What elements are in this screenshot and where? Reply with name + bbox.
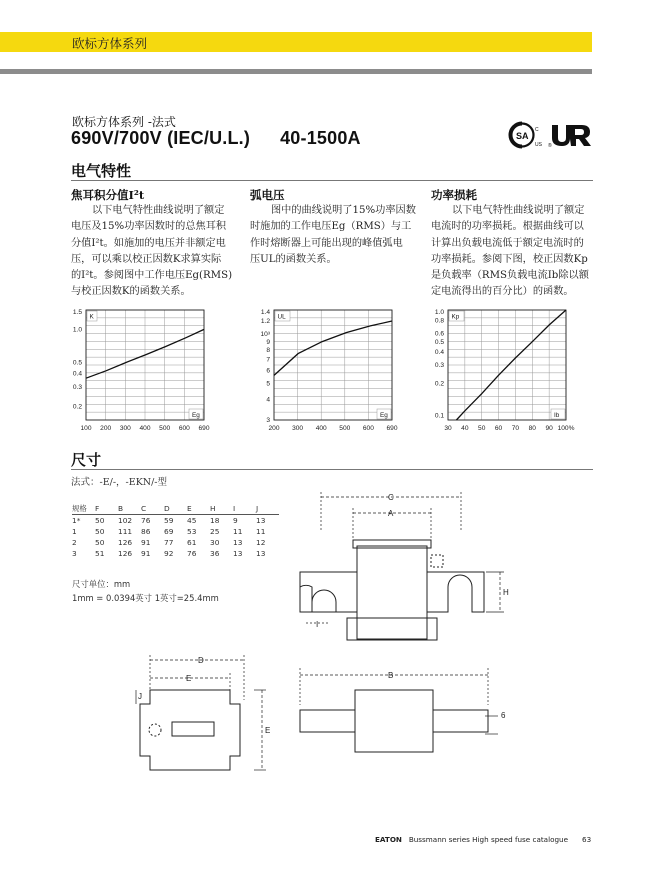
table-header-cell: D (164, 503, 187, 515)
footer-catalogue (375, 835, 568, 844)
para-arc-voltage (250, 203, 420, 268)
table-cell: 18 (210, 516, 220, 525)
y-tick-label: 10³ (260, 331, 270, 339)
table-cell: 12 (256, 538, 266, 547)
x-tick-label: 90 (545, 425, 553, 432)
y-tick-label: 0.6 (434, 330, 444, 338)
unit-note: 尺寸单位：mm (72, 579, 131, 589)
chart-arc-voltage (245, 300, 415, 435)
page-number: 63 (582, 835, 592, 844)
table-cell: 61 (187, 538, 197, 547)
x-tick-label: 60 (494, 425, 503, 432)
table-cell: 11 (256, 527, 266, 536)
chart-power-loss (420, 300, 595, 435)
table-cell: 92 (164, 549, 174, 558)
dim-label-b: B (388, 671, 394, 680)
table-cell: 59 (164, 516, 174, 525)
table-cell: 50 (95, 538, 105, 547)
y-tick-label: 0.4 (72, 370, 82, 378)
y-tick-label: 5 (266, 380, 270, 388)
svg-text:US: US (535, 142, 542, 148)
y-tick-label: 0.2 (72, 403, 82, 411)
table-cell: 13 (256, 516, 266, 525)
table-cell: 126 (118, 549, 133, 558)
para-line: 分值I²t。如施加的电压并非额定电 (71, 237, 226, 249)
y-tick-label: 1.0 (72, 326, 82, 334)
style-line: 法式：-E/-，-EKN/-型 (71, 477, 168, 488)
contact-tag-left-slot (300, 572, 357, 612)
para-line: 图中的曲线说明了15%功率因数 (271, 205, 416, 216)
x-tick-label: 400 (139, 425, 151, 432)
table-cell: 9 (233, 516, 238, 525)
y-tick-label: 0.1 (434, 412, 444, 420)
table-cell: 76 (141, 516, 151, 525)
x-tick-label: 300 (119, 425, 131, 432)
page-title (71, 128, 361, 149)
header-bar (0, 32, 592, 52)
y-tick-label: 3 (266, 417, 270, 425)
x-tick-label: 400 (315, 425, 327, 432)
ur-logo (548, 125, 591, 149)
x-tick-label: 100 (80, 425, 92, 432)
table-cell: 77 (164, 538, 174, 547)
x-tick-label: 70 (511, 425, 520, 432)
table-cell: 13 (233, 549, 243, 558)
contact-tag-right (427, 572, 484, 612)
x-tick-label: 80 (528, 425, 536, 432)
y-tick-label: 0.8 (434, 317, 444, 325)
dim-label-d: D (198, 656, 204, 665)
para-i2t (71, 203, 241, 301)
para-line: 电压及15%功率因数时的总焦耳积 (71, 221, 227, 233)
para-line: 功率损耗。参阅下图，校正因数Kp (431, 253, 588, 265)
dimension-drawings (110, 485, 510, 780)
fuse-end-view (140, 690, 240, 770)
table-header-cell: J (256, 503, 279, 515)
y-tick-label: 8 (266, 347, 270, 355)
chart-k-factor (50, 300, 220, 435)
table-cell: 30 (210, 538, 220, 547)
table-header-cell: I (233, 503, 256, 515)
para-line: 是负载率（RMS负载电流Ib除以额 (431, 270, 589, 282)
x-tick-label: 300 (292, 425, 304, 432)
y-tick-label: 1.2 (260, 318, 270, 326)
x-tick-label: 600 (178, 425, 190, 432)
x-tick-label: 500 (159, 425, 171, 432)
table-cell: 25 (210, 527, 220, 536)
tag-side-left (300, 710, 355, 732)
x-tick-label: 40 (461, 425, 469, 432)
indicator (431, 555, 443, 567)
para-line: 时施加的工作电压Eg（RMS）与工 (250, 221, 412, 233)
para-line: 压，可以乘以校正因数K求算实际 (71, 253, 222, 265)
table-cell: 45 (187, 516, 197, 525)
series-label: UL (277, 313, 286, 321)
table-cell: 91 (141, 549, 151, 558)
table-cell: 2 (72, 538, 77, 547)
table-header-cell: E (187, 503, 210, 515)
section-title-electrical: 电气特性 (71, 162, 132, 180)
dim-label-a: A (388, 509, 394, 518)
y-tick-label: 1.4 (260, 309, 270, 317)
dim-label-c: C (388, 493, 394, 502)
current-range: 40-1500A (280, 128, 361, 148)
y-tick-label: 9 (266, 338, 270, 346)
series-label: Kp (451, 313, 460, 321)
section-rule (71, 180, 593, 181)
certification-logos (508, 121, 594, 149)
series-line (274, 321, 392, 375)
section-rule (71, 469, 593, 470)
col-heading-arc-voltage: 弧电压 (250, 188, 285, 202)
y-tick-label: 0.2 (434, 380, 444, 388)
contact-tag-left (300, 572, 357, 612)
fuse-body-top (357, 546, 427, 639)
para-power-loss (431, 203, 595, 301)
table-cell: 91 (141, 538, 151, 547)
table-cell: 102 (118, 516, 133, 525)
table-cell: 3 (72, 549, 77, 558)
y-tick-label: 0.3 (72, 384, 82, 392)
para-line: 以下电气特性曲线说明了额定 (452, 205, 585, 216)
x-tick-label: 200 (268, 425, 280, 432)
y-tick-label: 7 (266, 356, 270, 364)
x-tick-label: 690 (198, 425, 210, 432)
svg-text:C: C (535, 127, 539, 133)
y-tick-label: 6 (266, 367, 270, 375)
table-cell: 76 (187, 549, 197, 558)
y-tick-label: 4 (266, 396, 270, 404)
table-cell: 13 (256, 549, 266, 558)
svg-text:®: ® (548, 143, 552, 149)
table-header-cell: 规格 (72, 503, 95, 515)
fuse-body-side (355, 690, 433, 752)
para-line: 与校正因数K的函数关系。 (71, 286, 191, 298)
table-cell: 11 (233, 527, 243, 536)
para-line: 压UL的函数关系。 (250, 253, 337, 265)
table-header-cell: C (141, 503, 164, 515)
table-cell: 13 (233, 538, 243, 547)
table-cell: 69 (164, 527, 174, 536)
table-cell: 111 (118, 527, 133, 536)
x-axis-label: Eg (380, 412, 388, 419)
table-cell: 50 (95, 527, 105, 536)
col-heading-power-loss: 功率损耗 (431, 188, 477, 202)
col-heading-i2t: 焦耳积分值I²t (71, 188, 145, 202)
end-slot (172, 722, 214, 736)
table-cell: 126 (118, 538, 133, 547)
dim-label-e-top: E (186, 674, 192, 683)
para-line: 的I²t。参阅图中工作电压Eg(RMS) (71, 270, 233, 282)
y-tick-label: 0.5 (434, 338, 444, 346)
y-tick-label: 0.5 (72, 359, 82, 367)
table-header-cell: H (210, 503, 233, 515)
conversion-note: 1mm = 0.0394英寸 1英寸=25.4mm (72, 593, 219, 603)
x-axis-label: Ib (554, 412, 560, 419)
end-hole (149, 724, 161, 736)
table-cell: 50 (95, 516, 105, 525)
x-tick-label: 100% (557, 425, 575, 432)
header-bar-label: 欧标方体系列 (72, 36, 148, 51)
x-tick-label: 50 (478, 425, 486, 432)
table-cell: 53 (187, 527, 197, 536)
table-cell: 36 (210, 549, 220, 558)
series-label: K (89, 313, 94, 321)
y-tick-label: 0.3 (434, 362, 444, 370)
table-cell: 1 (72, 527, 77, 536)
para-line: 定电流得出的百分比）的函数。 (431, 286, 574, 298)
para-line: 计算出负载电流低于额定电流时的 (431, 237, 584, 249)
footer-brand: EATON (375, 835, 402, 844)
voltage-standard: 690V/700V (IEC/U.L.) (71, 128, 251, 148)
x-tick-label: 30 (444, 425, 452, 432)
dim-label-e-side: E (265, 726, 271, 735)
para-line: 电流时的功率损耗。根据曲线可以 (431, 221, 584, 233)
x-tick-label: 600 (362, 425, 374, 432)
csa-logo (511, 124, 543, 149)
y-tick-label: 1.5 (72, 309, 82, 317)
section-title-dimensions: 尺寸 (71, 451, 102, 469)
x-axis-label: Eg (192, 412, 200, 419)
x-tick-label: 200 (100, 425, 112, 432)
table-cell: 1* (72, 516, 81, 525)
y-tick-label: 0.4 (434, 349, 444, 357)
table-header-cell: B (118, 503, 141, 515)
table-header-cell: F (95, 503, 118, 515)
dim-label-i: I (316, 620, 319, 629)
dim-label-h: H (503, 588, 509, 597)
y-tick-label: 1.0 (434, 309, 444, 317)
fuse-cap-top (353, 540, 431, 548)
footer-catalogue-title: Bussmann series High speed fuse catalogue (408, 835, 569, 844)
table-cell: 86 (141, 527, 151, 536)
x-tick-label: 690 (386, 425, 398, 432)
header-divider (0, 69, 592, 74)
tag-side-right (433, 710, 488, 732)
series-subtitle: 欧标方体系列 -法式 (72, 115, 176, 129)
table-cell: 51 (95, 549, 105, 558)
dim-label-6: 6 (501, 711, 506, 720)
x-tick-label: 500 (339, 425, 351, 432)
dim-label-j: J (138, 692, 142, 701)
svg-text:SA: SA (516, 131, 529, 141)
para-line: 以下电气特性曲线说明了额定 (92, 205, 225, 216)
fuse-base (347, 618, 437, 640)
para-line: 作时熔断器上可能出现的峰值弧电 (250, 237, 403, 249)
